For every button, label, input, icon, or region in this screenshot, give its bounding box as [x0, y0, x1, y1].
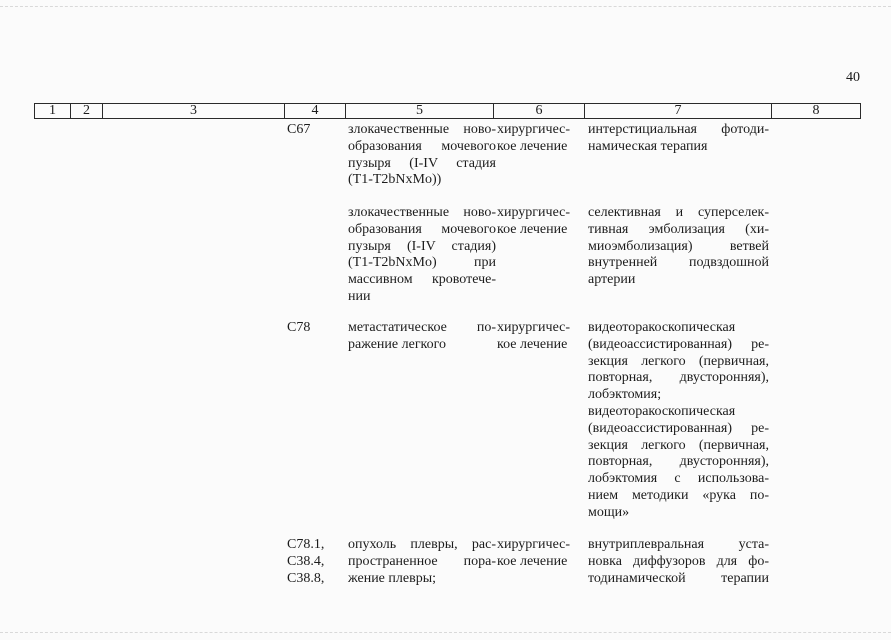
- diagnosis-line: (T1-T2bNxMo) при: [348, 255, 496, 271]
- method-line: лобэктомия;: [588, 387, 662, 403]
- diagnosis-line: образования мочевого: [348, 221, 496, 237]
- method-line: миоэмболизация) ветвей: [588, 238, 769, 254]
- method-cell: [588, 320, 769, 522]
- icd-code-cell: [287, 537, 324, 587]
- method-line: повторная, двусторонняя),: [588, 454, 769, 470]
- diagnosis-cell: [348, 122, 496, 189]
- method-line: нием методики «рука по-: [588, 487, 769, 503]
- diagnosis-line: образования мочевого: [348, 138, 496, 154]
- column-number: 1: [35, 104, 71, 119]
- method-line: новка диффузоров для фо-: [588, 553, 769, 569]
- diagnosis-line: ражение легкого: [348, 336, 447, 352]
- icd-code-cell: [287, 320, 310, 337]
- column-number: 7: [585, 104, 772, 119]
- method-cell: [588, 537, 769, 587]
- method-line: артерии: [588, 272, 636, 288]
- column-number: 8: [772, 104, 861, 119]
- treatment-line: хирургичес-: [497, 205, 571, 220]
- diagnosis-line: опухоль плевры, рас-: [348, 537, 496, 552]
- method-cell: [588, 205, 769, 289]
- method-line: видеоторакоскопическая: [588, 320, 736, 335]
- diagnosis-cell: [348, 537, 496, 587]
- column-number: 5: [346, 104, 494, 119]
- treatment-line: кое лечение: [497, 336, 568, 352]
- column-number-header: [34, 103, 861, 119]
- treatment-line: кое лечение: [497, 221, 568, 237]
- diagnosis-line: жение плевры;: [348, 570, 436, 586]
- treatment-cell: [497, 205, 576, 239]
- treatment-line: хирургичес-: [497, 320, 571, 335]
- diagnosis-line: пузыря (I-IV стадия): [348, 238, 496, 254]
- method-line: внутриплевральная уста-: [588, 537, 769, 552]
- diagnosis-line: злокачественные ново-: [348, 122, 496, 137]
- method-line: видеоторакоскопическая: [588, 403, 736, 419]
- page-number: 40: [846, 70, 860, 85]
- column-number: 4: [285, 104, 346, 119]
- diagnosis-line: (T1-T2bNxMo)): [348, 172, 442, 188]
- icd-code: C38.4,: [287, 553, 325, 569]
- method-line: повторная, двусторонняя),: [588, 370, 769, 386]
- column-number: 6: [494, 104, 585, 119]
- icd-code-cell: [287, 122, 310, 139]
- header-row: [35, 104, 861, 119]
- diagnosis-line: метастатическое по-: [348, 320, 496, 335]
- diagnosis-cell: [348, 205, 496, 306]
- scan-top-edge: [0, 6, 891, 8]
- diagnosis-line: злокачественные ново-: [348, 205, 496, 220]
- treatment-cell: [497, 320, 576, 354]
- scan-bottom-edge: [0, 632, 891, 634]
- method-line: намическая терапия: [588, 138, 708, 154]
- method-line: интерстициальная фотоди-: [588, 122, 769, 137]
- icd-code: C78: [287, 320, 311, 335]
- method-line: (видеоассистированная) ре-: [588, 420, 769, 436]
- method-line: тивная эмболизация (хи-: [588, 221, 769, 237]
- treatment-line: кое лечение: [497, 138, 568, 154]
- icd-code: C38.8,: [287, 570, 325, 586]
- diagnosis-line: нии: [348, 288, 371, 304]
- treatment-cell: [497, 122, 576, 156]
- method-line: лобэктомия с использова-: [588, 471, 769, 487]
- diagnosis-line: массивном кровотече-: [348, 272, 496, 288]
- icd-code: C78.1,: [287, 537, 325, 552]
- diagnosis-cell: [348, 320, 496, 354]
- treatment-line: хирургичес-: [497, 122, 571, 137]
- method-line: мощи»: [588, 504, 630, 520]
- method-line: (видеоассистированная) ре-: [588, 336, 769, 352]
- method-line: зекция легкого (первичная,: [588, 353, 769, 369]
- diagnosis-line: пузыря (I-IV стадия: [348, 155, 496, 171]
- column-number: 2: [71, 104, 103, 119]
- icd-code: C67: [287, 122, 311, 137]
- treatment-line: кое лечение: [497, 553, 568, 569]
- method-line: селективная и суперселек-: [588, 205, 769, 220]
- treatment-line: хирургичес-: [497, 537, 571, 552]
- method-line: внутренней подвздошной: [588, 255, 769, 271]
- treatment-cell: [497, 537, 576, 571]
- method-cell: [588, 122, 769, 156]
- method-line: тодинамической терапии: [588, 570, 769, 586]
- column-number: 3: [103, 104, 285, 119]
- diagnosis-line: пространенное пора-: [348, 553, 496, 569]
- method-line: зекция легкого (первичная,: [588, 437, 769, 453]
